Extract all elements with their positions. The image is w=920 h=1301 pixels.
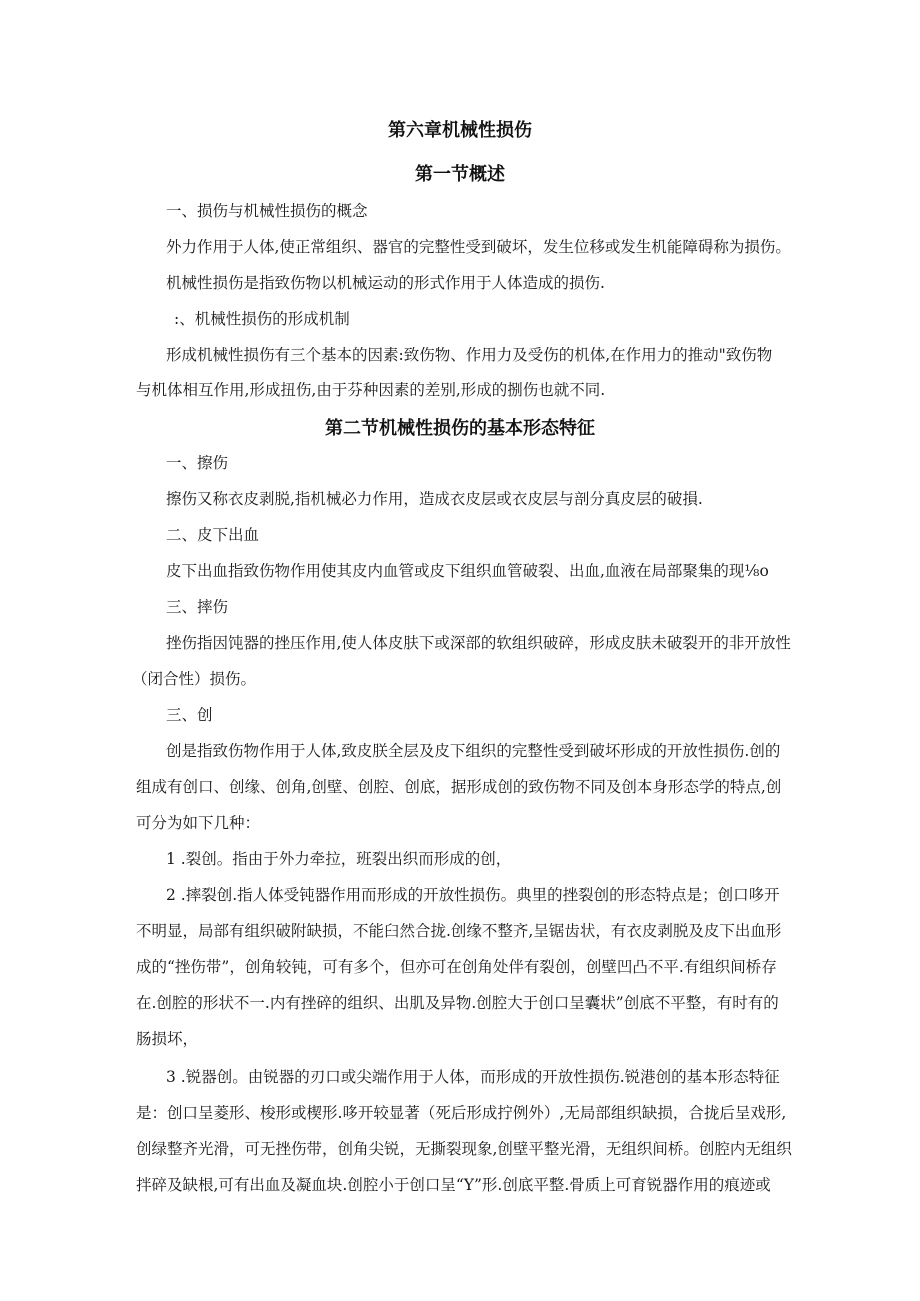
paragraph-line: 拌碎及缺根,可有出血及凝血块.创腔小于创口呈“Y”形.创底平整.骨质上可育锐器作用的痕迹或 [136, 1176, 771, 1194]
section-title: 第一节概述 [415, 164, 505, 185]
paragraph-line: 创绿整齐光滑，可无挫伤带，创角尖锐，无撕裂现象,创壁平整光滑，无组织间桥。创腔内无组织 [136, 1140, 792, 1158]
paragraph-line: 与机体相互作用,形成扭伤,由于芬种因素的差别,形成的捌伤也就不同. [136, 381, 606, 399]
section-heading: 三、摔伤 [166, 598, 229, 616]
paragraph-line: 可分为如下几种： [136, 814, 261, 832]
paragraph-line: 成的“挫伤带”，创角较钝，可有多个，但亦可在创角处伴有裂创，创壁凹凸不平.有组织间桥存 [136, 958, 777, 976]
chapter-title: 第六章机械性损伤 [388, 120, 532, 141]
paragraph-line: 擦伤又称衣皮剥脱,指机械必力作用，造成衣皮层或衣皮层与剖分真皮层的破損. [166, 490, 703, 508]
paragraph-line: 组成有创口、创缘、创角,创壁、创腔、创底，据形成创的致伤物不同及创本身形态学的特点,创 [136, 778, 782, 796]
list-item: 2 .摔裂创.指人体受钝器作用而形成的开放性损伤。典里的挫裂创的形态特点是；创口哆开 [166, 886, 780, 904]
paragraph-line: 皮下出血指致伤物作用使其皮内血管或皮下组织血管破裂、出血,血液在局部聚集的现⅛o [166, 562, 769, 580]
list-item: 3 .锐器创。由锐器的刃口或尖端作用于人体，而形成的开放性损伤.锐港创的基本形态特征 [166, 1068, 780, 1086]
paragraph-line: 在.创腔的形状不一.内有挫碎的组织、出肌及异物.创腔大于创口呈囊状”创底不平整，有时有的 [136, 994, 779, 1012]
paragraph-line: 是：创口呈菱形、梭形或楔形.哆开较显著（死后形成拧例外）,无局部组织缺损，合拢后呈戏形, [136, 1104, 787, 1122]
section-title: 第二节机械性损伤的基本形态特征 [325, 418, 595, 439]
paragraph-line: 形成机械性损伤有三个基本的因素:致伤物、作用力及受伤的机体,在作用力的推动"致伤物 [166, 346, 773, 364]
section-heading: 一、擦伤 [166, 454, 229, 472]
paragraph-line: 肠损坏， [136, 1030, 199, 1048]
paragraph-line: （闭合性）损伤。 [132, 670, 257, 688]
paragraph-line: 创是指致伤物作用于人体,致皮朕全层及皮下组织的完整性受到破坏形成的开放性损伤.创的 [166, 742, 781, 760]
section-heading: 一、损伤与机械性损伤的概念 [166, 202, 368, 220]
paragraph-line: 外力作用于人体,使正常组织、器官的完整性受到破坏，发生位移或发生机能障碍称为损伤。 [166, 238, 791, 256]
paragraph-line: 不明显，局部有组织破附缺损，不能臼然合拢.创缘不整齐,呈锯齿状，有衣皮剥脱及皮下出血形 [136, 922, 782, 940]
section-heading: 二、皮下出血 [166, 526, 260, 544]
section-heading: 三、创 [166, 706, 213, 724]
section-heading: :、机械性损伤的形成机制 [174, 310, 350, 328]
paragraph-line: 挫伤指因饨器的挫压作用,使人体皮肤下或深部的软组织破碎，形成皮肤未破裂开的非开放性 [166, 634, 791, 652]
paragraph-line: 机械性损伤是指致伤物以机械运动的形式作用于人体造成的损伤. [166, 274, 605, 292]
list-item: 1 .裂创。指由于外力牵拉，班裂出织而形成的创， [166, 850, 512, 868]
